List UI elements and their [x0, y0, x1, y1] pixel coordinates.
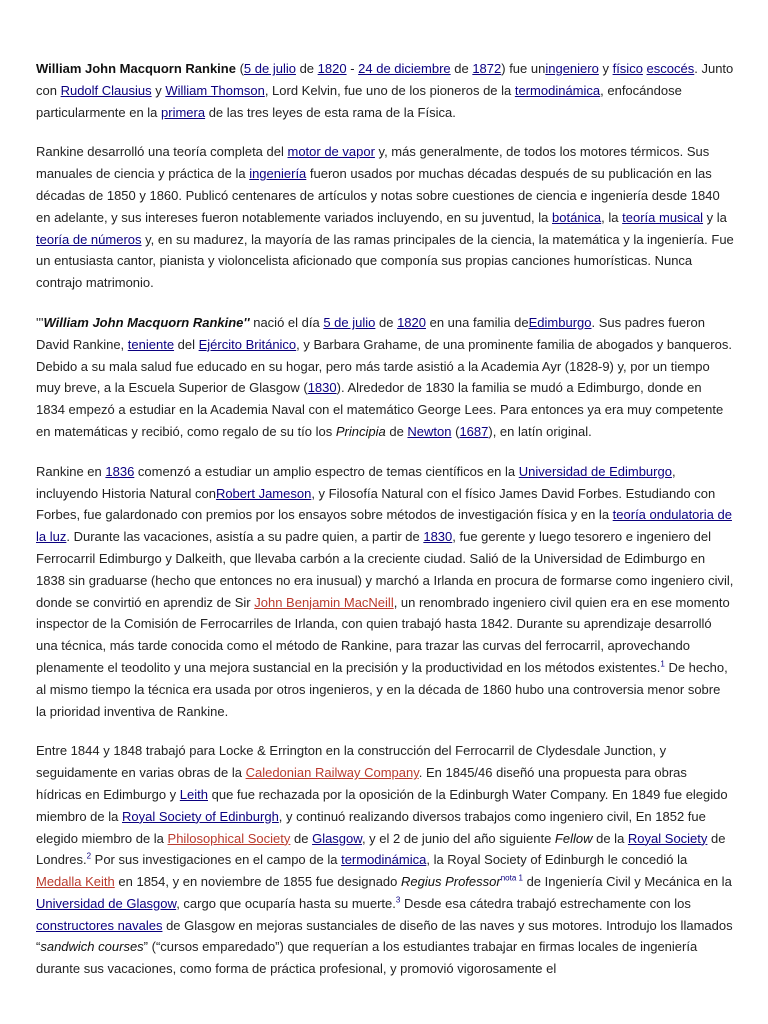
- link-escoces[interactable]: escocés: [646, 61, 695, 76]
- link-newton[interactable]: Newton: [407, 423, 452, 439]
- link-ejercito-britanico[interactable]: Ejército Británico: [198, 336, 297, 352]
- footnote-ref-3[interactable]: 3: [395, 895, 401, 905]
- link-ingeniero[interactable]: ingeniero: [545, 61, 599, 76]
- link-teoria-ondulatoria[interactable]: teoría ondulatoria de la luz: [36, 507, 732, 545]
- italic-principia: Principia: [335, 423, 386, 439]
- link-glasgow[interactable]: Glasgow: [312, 830, 362, 846]
- link-5-julio[interactable]: 5 de julio: [243, 61, 296, 76]
- link-primera[interactable]: primera: [161, 104, 206, 120]
- bold-name: William John Macquorn Rankine: [36, 61, 236, 76]
- link-john-benjamin-macneill[interactable]: John Benjamin MacNeill: [254, 594, 394, 610]
- link-rudolf-clausius[interactable]: Rudolf Clausius: [60, 82, 152, 98]
- italic-fellow: Fellow: [554, 830, 593, 846]
- link-royal-society-edinburgh[interactable]: Royal Society of Edinburgh: [121, 808, 279, 824]
- footnote-ref-nota-1[interactable]: nota 1: [500, 873, 523, 883]
- paragraph-early-life: '''William John Macquorn Rankine'' nació el día 5 de julio de 1820 en una familia deEdimburgo. Sus padres fueron David Rankine, teniente del Ejército Británico, y Barbara Grahame, de una prominente familia de abogados y banqueros. Debido a su mala salud fue educado en su hogar, pero más tarde asistió a la Academia Ayr (1828-9) y, por un tiempo muy breve, a la Escuela Superior de Glasgow (1830). Alrededor de 1830 la familia se mudó a Edimburgo, donde en 1834 empezó a estudiar en la Academia Naval con el matemático George Lees. Para entonces ya era muy competente en matemáticas y recibió, como regalo de su tío los Principia de Newton (1687), en latín original.: [36, 314, 732, 439]
- link-teniente[interactable]: teniente: [127, 336, 175, 352]
- paragraph-education: Rankine en 1836 comenzó a estudiar un amplio espectro de temas científicos en la Universidad de Edimburgo, incluyendo Historia Natural conRobert Jameson, y Filosofía Natural con el físico James David Forbes. Estudiando con Forbes, fue galardonado con premios por los ensayos sobre métodos de investigación física y en la teoría ondulatoria de la luz. Durante las vacaciones, asistía a su padre quien, a partir de 1830, fue gerente y luego tesorero e ingeniero del Ferrocarril Edimburgo y Dalkeith, que llevaba carbón a la creciente ciudad. Salió de la Universidad de Edimburgo en 1838 sin graduarse (hecho que entonces no era inusual) y marchó a Irlanda en procura de formarse como ingeniero civil, donde se convirtió en aprendiz de Sir John Benjamin MacNeill, un renombrado ingeniero civil quien era en ese momento inspector de la Comisión de Ferrocarriles de Irlanda, con quien trabajó hasta 1842. Durante su aprendizaje desarrolló una técnica, más tarde conocida como el método de Rankine, para trazar las curvas del ferrocarril, aprovechando plenamente el teodolito y una mejora sustancial en la precisión y la productividad en los métodos existentes.$^1$ De hecho, al mismo tiempo la técnica era usada por otros ingenieros, y en la década de 1860 hubo una controversia menor sobre la prioridad inventiva de Rankine.: [36, 463, 734, 719]
- link-24-diciembre[interactable]: 24 de diciembre: [358, 61, 451, 76]
- link-universidad-de-edimburgo[interactable]: Universidad de Edimburgo: [518, 463, 672, 479]
- link-leith[interactable]: Leith: [179, 786, 208, 802]
- italic-regius-professor: Regius Professor: [401, 874, 501, 890]
- link-termodinamica[interactable]: termodinámica: [514, 82, 601, 98]
- footnote-ref-2[interactable]: 2: [86, 851, 92, 861]
- footnote-ref-1[interactable]: 1: [660, 659, 665, 669]
- link-william-thomson[interactable]: William Thomson: [165, 82, 265, 98]
- link-motor-de-vapor[interactable]: motor de vapor: [287, 144, 375, 160]
- link-teoria-de-numeros[interactable]: teoría de números: [36, 231, 142, 247]
- link-botanica[interactable]: botánica: [552, 209, 602, 225]
- link-5-julio-2[interactable]: 5 de julio: [323, 314, 376, 330]
- link-1820[interactable]: 1820: [317, 61, 347, 76]
- link-termodinamica-2[interactable]: termodinámica: [341, 852, 427, 868]
- link-1836[interactable]: 1836: [105, 463, 135, 479]
- link-teoria-musical[interactable]: teoría musical: [622, 209, 704, 225]
- link-medalla-keith[interactable]: Medalla Keith: [36, 874, 115, 890]
- italic-sandwich-courses: sandwich courses: [40, 939, 144, 955]
- link-caledonian-railway[interactable]: Caledonian Railway Company: [245, 765, 419, 781]
- link-1830-2[interactable]: 1830: [423, 529, 453, 545]
- link-royal-society[interactable]: Royal Society: [627, 830, 708, 846]
- link-ingenieria[interactable]: ingeniería: [249, 166, 307, 182]
- link-robert-jameson[interactable]: Robert Jameson: [215, 485, 312, 501]
- paragraph-career: Entre 1844 y 1848 trabajó para Locke & Errington en la construcción del Ferrocarril de Clydesdale Junction, y seguidamente en varias obras de la Caledonian Railway Company. En 1845/46 diseñó una propuesta para obras hídricas en Edimburgo y Leith que fue rechazada por la oposición de la Edinburgh Water Company. En 1849 fue elegido miembro de la Royal Society of Edinburgh, y continuó realizando diversos trabajos como ingeniero civil, En 1852 fue elegido miembro de la Philosophical Society de Glasgow, y el 2 de junio del año siguiente Fellow de la Royal Society de Londres.$^2$ Por sus investigaciones en el campo de la termodinámica, la Royal Society of Edinburgh le concedió la Medalla Keith en 1854, y en noviembre de 1855 fue designado Regius Professor$^{nota 1}$ de Ingeniería Civil y Mecánica en la Universidad de Glasgow, cargo que ocuparía hasta su muerte.$^3$ Desde esa cátedra trabajó estrechamente con los constructores navales de Glasgow en mejoras sustanciales de diseño de las naves y sus motores. Introdujo los llamados “sandwich courses” (“cursos emparedado”) que requerían a los estudiantes trabajar en firmas locales de ingeniería durante sus vacaciones, como forma de práctica profesional, y promovió vigorosamente el: [36, 743, 733, 977]
- link-1872[interactable]: 1872: [472, 61, 502, 76]
- link-1820-2[interactable]: 1820: [397, 314, 426, 330]
- link-fisico[interactable]: físico: [612, 61, 643, 76]
- link-universidad-de-glasgow[interactable]: Universidad de Glasgow: [36, 895, 177, 911]
- link-philosophical-society[interactable]: Philosophical Society: [167, 830, 291, 846]
- link-1687[interactable]: 1687: [459, 423, 489, 439]
- link-edimburgo[interactable]: Edimburgo: [528, 314, 592, 330]
- bold-italic-name: William John Macquorn Rankine'': [43, 314, 250, 330]
- link-constructores-navales[interactable]: constructores navales: [36, 917, 163, 933]
- paragraph-work: Rankine desarrolló una teoría completa del motor de vapor y, más generalmente, de todos los motores térmicos. Sus manuales de ciencia y práctica de la ingeniería fueron usados por muchas décadas después de su publicación en las décadas de 1850 y 1860. Publicó centenares de artículos y notas sobre cuestiones de ciencia e ingeniería desde 1840 en adelante, y sus intereses fueron notablemente variados incluyendo, en su juventud, la botánica, la teoría musical y la teoría de números y, en su madurez, la mayoría de las ramas principales de la ciencia, la matemática y la ingeniería. Fue un entusiasta cantor, pianista y violoncelista aficionado que componía sus propias canciones humorísticas. Nunca contrajo matrimonio.: [36, 144, 734, 291]
- paragraph-intro: William John Macquorn Rankine (5 de julio de 1820 - 24 de diciembre de 1872) fue uningeniero y físico escocés. Junto con Rudolf Clausius y William Thomson, Lord Kelvin, fue uno de los pioneros de la termodinámica, enfocándose particularmente en la primera de las tres leyes de esta rama de la Física.: [36, 61, 734, 120]
- link-1830[interactable]: 1830: [307, 380, 337, 396]
